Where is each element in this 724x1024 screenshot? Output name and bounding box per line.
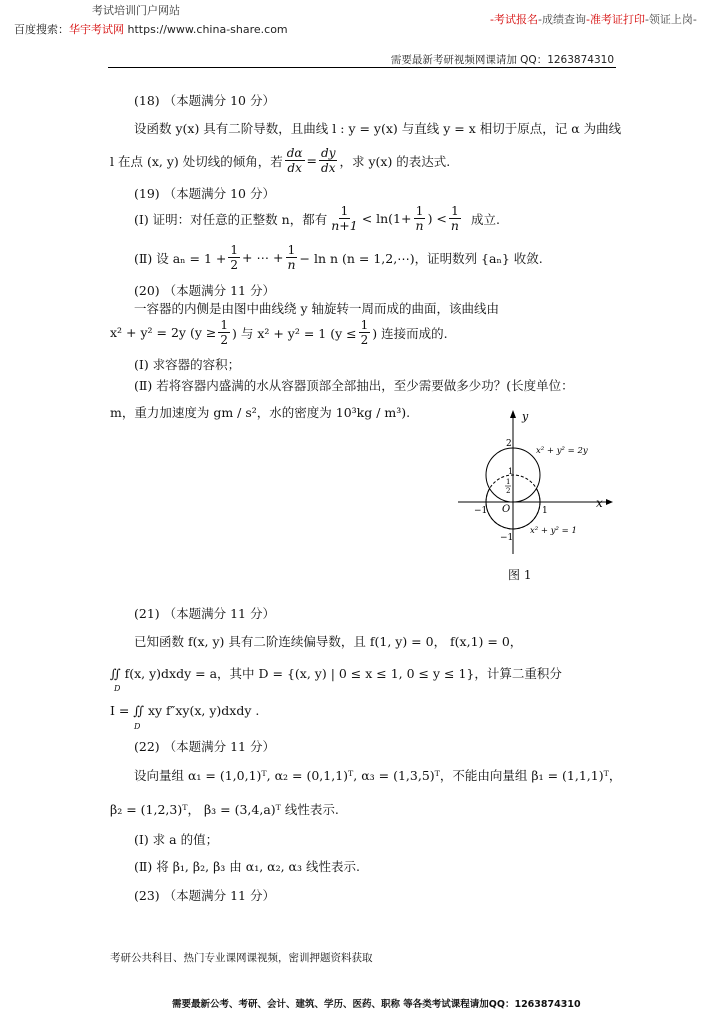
p22-line2: β₂ = (1,2,3)ᵀ， β₃ = (3,4,a)ᵀ 线性表示. <box>110 802 339 817</box>
p21-line1: 已知函数 f(x, y) 具有二阶连续偏导数，且 f(1, y) = 0， f(x,1) = 0， <box>134 634 523 649</box>
p21-domain-1: D <box>114 684 121 693</box>
header-divider <box>108 67 616 68</box>
p21-line3: I = ∬ xy f″xy(x, y)dxdy . <box>110 703 260 718</box>
p20-part2-cont: m，重力加速度为 gm / s²，水的密度为 10³kg / m³). <box>110 405 411 420</box>
search-brand-link[interactable]: 华宇考试网 <box>69 23 124 36</box>
p19-i-frac3: $\frac{1}{n}$ <box>450 204 459 233</box>
p20-part2: (Ⅱ) 若将容器内盛满的水从容器顶部全部抽出，至少需要做多少功？(长度单位： <box>134 378 574 393</box>
p19-ii-a: (Ⅱ) 设 aₙ = 1 + <box>134 250 227 266</box>
tick-x-neg1: −1 <box>474 506 488 516</box>
p20-line2 <box>110 318 448 347</box>
p19-i-mid-a: < ln(1+ <box>361 211 412 226</box>
curve-lower-label: x² + y² = 1 <box>530 526 577 536</box>
p19-ii-frac2: $\frac{1}{n}$ <box>287 243 296 272</box>
p19-ii-frac1: $\frac{1}{2}$ <box>230 243 239 272</box>
tick-y-1: 1 <box>508 467 514 476</box>
p19-i-a: (Ⅰ) 证明：对任意的正整数 n，都有 <box>134 211 328 227</box>
site-title: 考试培训门户网站 <box>92 4 180 17</box>
p19-i-frac1: $\frac{1}{n+1}$ <box>331 204 358 233</box>
header-links <box>490 11 697 27</box>
curve-upper-label: x² + y² = 2y <box>536 446 588 456</box>
p21-line2: ∬ f(x, y)dxdy = a，其中 D = {(x, y) | 0 ≤ x ≤ 1, 0 ≤ y ≤ 1}，计算二重积分 <box>110 666 562 681</box>
p20-line1: 一容器的内侧是由图中曲线绕 y 轴旋转一周而成的曲面，该曲线由 <box>134 301 500 316</box>
score-query-link[interactable]: -成绩查询 <box>537 13 586 26</box>
p18-line2-b: ，求 y(x) 的表达式. <box>339 153 451 169</box>
exam-signup-link[interactable]: -考试报名 <box>490 13 538 26</box>
p21-domain-2: D <box>134 722 141 731</box>
x-label: x <box>596 496 603 510</box>
figure-caption: 图 1 <box>508 568 532 582</box>
p19-part2 <box>134 243 543 272</box>
qq-note: 需要最新考研视频网课请加 QQ：1263874310 <box>390 54 614 66</box>
tick-x-1: 1 <box>542 506 548 516</box>
p19-i-end: 成立. <box>470 211 500 227</box>
y-label: y <box>522 410 529 423</box>
tick-y-2: 2 <box>506 439 512 449</box>
p19-i-frac2: $\frac{1}{n}$ <box>415 204 424 233</box>
p19-title: (19) （本题满分 10 分） <box>134 186 275 201</box>
search-hint <box>14 21 288 37</box>
p20-line2-b: ) 与 x² + y² = 1 (y ≤ <box>232 325 357 341</box>
p19-part1 <box>134 204 500 233</box>
tick-half-num: 1 <box>506 478 511 486</box>
p19-ii-mid: + ⋯ + <box>242 250 284 265</box>
footer-contact: 需要最新公考、考研、会计、建筑、学历、医药、职称 等各类考试课程请加QQ：1263874310 <box>172 999 581 1010</box>
p19-i-mid-b: ) < <box>427 211 447 226</box>
p20-half-2: $\frac{1}{2}$ <box>360 318 369 347</box>
p20-line2-a: x² + y² = 2y (y ≥ <box>110 325 217 340</box>
p23-title: (23) （本题满分 11 分） <box>134 888 275 903</box>
tick-half-den: 2 <box>506 487 511 495</box>
p22-part1: (Ⅰ) 求 a 的值； <box>134 832 219 847</box>
tick-y-neg1: −1 <box>500 533 514 543</box>
certificate-link[interactable]: -领证上岗- <box>644 13 697 26</box>
p20-line2-c: ) 连接而成的. <box>372 325 448 341</box>
y-axis-arrow <box>510 410 516 418</box>
origin-label: O <box>502 504 511 515</box>
p18-eq: = <box>306 153 318 168</box>
p18-line2 <box>110 146 450 175</box>
p21-title: (21) （本题满分 11 分） <box>134 606 275 621</box>
figure-circles <box>450 406 620 556</box>
p18-title: (18) （本题满分 10 分） <box>134 93 275 108</box>
admission-print-link[interactable]: -准考证打印 <box>585 13 645 26</box>
p22-line1: 设向量组 α₁ = (1,0,1)ᵀ, α₂ = (0,1,1)ᵀ, α₃ = (1,3,5)ᵀ，不能由向量组 β₁ = (1,1,1)ᵀ， <box>134 768 622 783</box>
p18-line2-a: l 在点 (x, y) 处切线的倾角，若 <box>110 153 283 169</box>
p20-half-1: $\frac{1}{2}$ <box>220 318 228 347</box>
p19-ii-end: − ln n (n = 1,2,⋯)，证明数列 {aₙ} 收敛. <box>299 250 543 266</box>
search-url-link[interactable]: https://www.china-share.com <box>127 23 288 36</box>
search-prefix: 百度搜索： <box>14 23 69 36</box>
p18-frac-dalpha: $\frac{d\alpha}{dx}$ <box>286 146 303 175</box>
p20-part1: (Ⅰ) 求容器的容积； <box>134 357 241 372</box>
p22-part2: (Ⅱ) 将 β₁, β₂, β₃ 由 α₁, α₂, α₃ 线性表示. <box>134 859 360 874</box>
p20-title: (20) （本题满分 11 分） <box>134 283 275 298</box>
p18-frac-dy: $\frac{dy}{dx}$ <box>321 146 336 175</box>
x-axis-arrow <box>606 499 613 505</box>
p18-line1: 设函数 y(x) 具有二阶导数，且曲线 l : y = y(x) 与直线 y = x 相切于原点，记 α 为曲线 <box>134 121 622 136</box>
p22-title: (22) （本题满分 11 分） <box>134 739 275 754</box>
footer-note: 考研公共科目、热门专业课网课视频，密训押题资料获取 <box>110 952 373 964</box>
